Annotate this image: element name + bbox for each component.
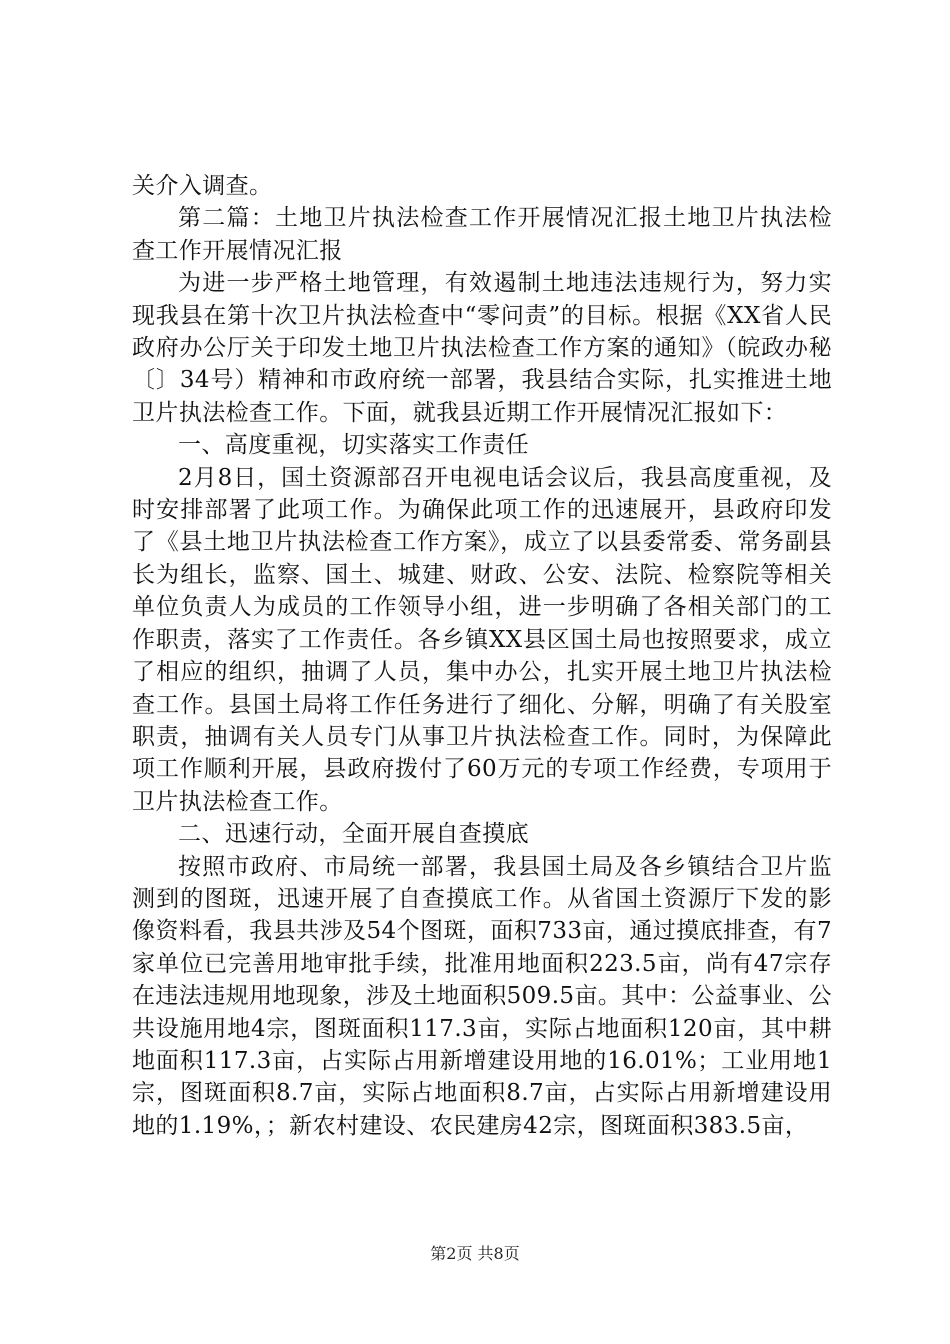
- paragraph-intro: 为进一步严格土地管理，有效遏制土地违法违规行为，努力实现我县在第十次卫片执法检查中“零问责”的目标。根据《XX省人民政府办公厅关于印发土地卫片执法检查工作方案的通知》（皖政办秘〔〕34号）精神和市政府统一部署，我县结合实际，扎实推进土地卫片执法检查工作。下面，就我县近期工作开展情况汇报如下：: [132, 270, 832, 426]
- document-body: [132, 170, 832, 1142]
- section-title: 第二篇：土地卫片执法检查工作开展情况汇报土地卫片执法检查工作开展情况汇报: [132, 205, 832, 264]
- heading-two: 二、迅速行动，全面开展自查摸底: [178, 821, 529, 848]
- paragraph-continuation: 关介入调查。: [132, 173, 273, 199]
- paragraph-two: 按照市政府、市局统一部署，我县国土局及各乡镇结合卫片监测到的图斑，迅速开展了自查摸底工作。从省国土资源厅下发的影像资料看，我县共涉及54个图斑，面积733亩，通过摸底排查，有7家单位已完善用地审批手续，批准用地面积223.5亩，尚有47宗存在违法违规用地现象，涉及土地面积509.5亩。其中：公益事业、公共设施用地4宗，图斑面积117.3亩，实际占地面积120亩，其中耕地面积117.3亩，占实际占用新增建设用地的16.01%；工业用地1宗，图斑面积8.7亩，实际占地面积8.7亩，占实际占用新增建设用地的1.19%，；新农村建设、农民建房42宗，图斑面积383.5亩，: [132, 853, 832, 1139]
- heading-one: 一、高度重视，切实落实工作责任: [178, 432, 529, 459]
- paragraph-one: 2月8日，国土资源部召开电视电话会议后，我县高度重视，及时安排部署了此项工作。为确保此项工作的迅速展开，县政府印发了《县土地卫片执法检查工作方案》，成立了以县委常委、常务副县长为组长，监察、国土、城建、财政、公安、法院、检察院等相关单位负责人为成员的工作领导小组，进一步明确了各相关部门的工作职责，落实了工作责任。各乡镇XX县区国土局也按照要求，成立了相应的组织，抽调了人员，集中办公，扎实开展土地卫片执法检查工作。县国土局将工作任务进行了细化、分解，明确了有关股室职责，抽调有关人员专门从事卫片执法检查工作。同时，为保障此项工作顺利开展，县政府拨付了60万元的专项工作经费，专项用于卫片执法检查工作。: [132, 464, 832, 815]
- page-footer: 第2页 共8页: [430, 1244, 520, 1263]
